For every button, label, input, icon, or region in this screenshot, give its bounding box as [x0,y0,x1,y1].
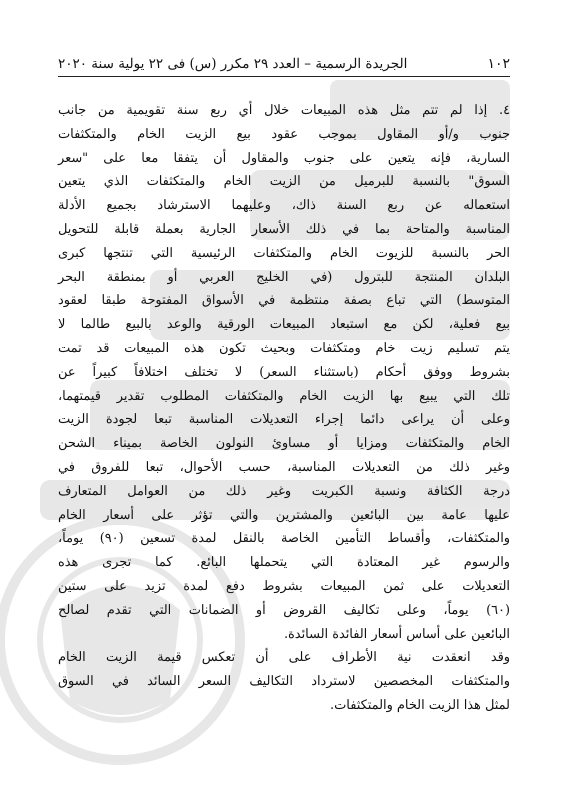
paragraph-item-4 [58,99,510,646]
text-line: جنوب و/أو المقاول بموجب عقود بيع الزيت الخام والمتكثفات [58,126,510,142]
text-line: عليها عامة بين البائعين والمشترين والتي تؤثر على أسعار الخام [58,507,510,523]
text-line: وقد انعقدت نية الأطراف على أن تعكس قيمة الزيت الخام [58,650,510,666]
text-line: لمثل هذا الزيت الخام والمتكثفات. [330,697,510,713]
text-line: الحر بالنسبة للزيوت الخام والمتكثفات الرئيسية التي تنتجها كبرى [58,245,510,261]
text-line: استعماله عن ربع السنة ذاك، وعليهما الاسترشاد بجميع الأدلة [58,198,510,214]
text-line: بيع فعلية، لكن مع استبعاد المبيعات الورقية والوعد بالبيع طالما لا [58,317,510,333]
page-number: ١٠٢ [487,56,510,72]
text-line: المناسبة والمتاحة بما في ذلك الأسعار الجارية بعملة قابلة للتحويل [58,221,510,237]
text-line: التعديلات على ثمن المبيعات بشروط دفع لمدة تزيد على ستين [58,578,510,594]
text-line: بشروط ووفق أحكام (باستثناء السعر) لا تختلف اختلافاً كبيراً عن [58,364,510,380]
text-line: البائعين على أساس أسعار الفائدة السائدة. [283,626,510,642]
paragraph-conclusion [58,646,510,717]
text-line: الخام والمتكثفات ومزايا أو مساوئ النولون الخاصة بميناء الشحن [58,436,510,452]
text-line: السارية، فإنه يتعين على جنوب والمقاول أن يتفقا معا على "سعر [58,150,510,166]
text-line: وغير ذلك من التعديلات المناسبة، حسب الأحوال، تبعا للفروق في [58,459,510,475]
text-line: وعلى أن يراعى دائما إجراء التعديلات المناسبة تبعا لجودة الزيت [58,412,510,428]
text-line: والرسوم غير المعتادة التي يتحملها البائع. كما تجرى هذه [58,555,510,571]
page-header [58,56,510,77]
text-line: يتم تسليم زيت خام ومتكثفات وبحيث تكون هذه المبيعات قد تمت [58,340,510,356]
document-body [58,99,510,718]
text-line: ٤. إذا لم تتم مثل هذه المبيعات خلال أي ربع سنة تقويمية من جانب [58,103,510,118]
header-title: الجريدة الرسمية – العدد ٢٩ مكرر (س) فى ٢٢ يولية سنة ٢٠٢٠ [58,56,408,72]
text-line: تلك التي يبيع بها الزيت الخام والمتكثفات المطلوب تقدير قيمتهما، [58,388,510,404]
text-line: (٦٠) يوماً، وعلى تكاليف القروض أو الضمانات التي تقدم لصالح [58,602,510,618]
text-line: درجة الكثافة ونسبة الكبريت وغير ذلك من العوامل المتعارف [58,483,510,499]
text-line: السوق" بالنسبة للبرميل من الزيت الخام والمتكثفات الذي يتعين [58,174,510,190]
gazette-page [58,56,510,718]
text-line: البلدان المنتجة للبترول (في الخليج العربي أو بمنطقة البحر [58,269,510,285]
text-line: والمتكثفات، وأقساط التأمين الخاصة بالنقل لمدة تسعين (٩٠) يوماً، [58,531,510,547]
text-line: المتوسط) التي تباع بصفة منتظمة في الأسواق المفتوحة طبقا لعقود [58,293,510,309]
text-line: والمتكثفات المخصصين لاسترداد التكاليف السعر السائد في السوق [58,674,510,690]
